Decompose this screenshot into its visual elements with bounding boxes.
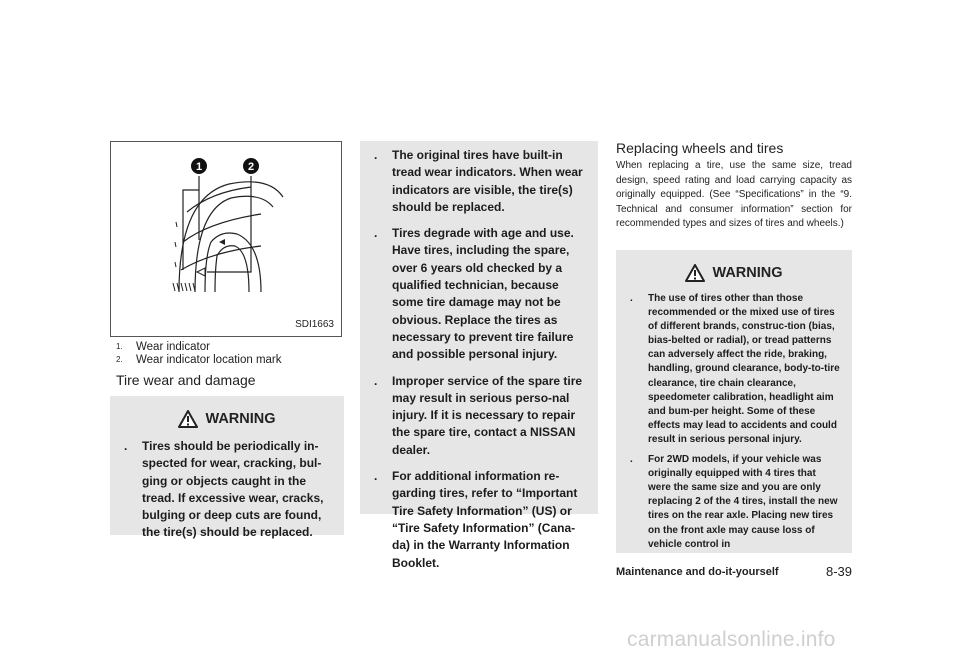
callout-2 — [243, 158, 259, 174]
warning-triangle-icon — [178, 410, 198, 428]
warning-item — [374, 147, 588, 216]
replacing-paragraph: When replacing a tire, use the same size, tread design, speed rating and load carrying capacity as originally equipped. (See “Specifications” in the “9. Technical and consumer information” section for recommended types and sizes of tires and wheels.) — [616, 160, 852, 229]
svg-text:2: 2 — [247, 161, 255, 173]
warning-title — [110, 396, 344, 438]
warning-list — [360, 141, 598, 572]
warning-list — [616, 292, 852, 552]
warning-item — [124, 438, 334, 542]
bullet-dot: . — [630, 293, 633, 304]
warning-item-text: For additional information re-garding tires, refer to “Important Tire Safety Information” (US) or “Tire Safety Information” (Cana-da) in the Warranty Information Booklet. — [392, 469, 578, 570]
callout-1 — [191, 158, 207, 174]
warning-title — [616, 250, 852, 292]
warning-box-tire-wear — [110, 396, 344, 540]
tire-wear-figure — [110, 141, 342, 337]
warning-item — [630, 453, 840, 552]
bullet-dot: . — [374, 469, 378, 484]
warning-item-text: Tires should be periodically in-spected for wear, cracking, bul-ging or objects caught in the tread. If excessive wear, cracks, bulging or deep cuts are found, the tire(s) should be replaced. — [142, 439, 324, 540]
bullet-dot: . — [630, 454, 633, 466]
warning-item-text: Tires degrade with age and use. Have tires, including the spare, over 6 years old checked by a qualified technician, because some tire damage may not be obvious. Replace the tires as necessary to prevent tire failure and possible personal injury. — [392, 226, 574, 362]
section-heading-replacing: Replacing wheels and tires — [616, 140, 784, 156]
bullet-dot: . — [374, 226, 378, 241]
svg-text:1: 1 — [195, 161, 203, 173]
legend-text: Wear indicator location mark — [136, 354, 282, 366]
warning-item — [374, 468, 588, 572]
warning-box-replacing — [616, 250, 852, 553]
warning-list — [110, 438, 344, 542]
warning-item — [374, 225, 588, 363]
watermark: carmanualsonline.info — [627, 628, 836, 651]
bullet-dot: . — [374, 373, 378, 388]
section-heading-tire-wear: Tire wear and damage — [116, 372, 256, 388]
bullet-dot: . — [374, 148, 378, 162]
warning-box-tire-age — [360, 141, 598, 570]
tire-diagram — [111, 142, 343, 338]
warning-item — [630, 292, 840, 447]
footer-section-title: Maintenance and do-it-yourself — [616, 566, 779, 578]
legend-text: Wear indicator — [136, 341, 210, 353]
warning-label: WARNING — [712, 265, 783, 281]
warning-label: WARNING — [205, 411, 276, 427]
warning-item-text: The use of tires other than those recommended or the mixed use of tires of different brands, construc-tion (bias, bias-belted or radial), or tread patterns can adversely affect the ride, braking, handling, ground clearance, body-to-tire clearance, tire chain clearance, speedometer calibration, headlight aim and bum-per height. Some of these effects may lead to accidents and could result in serious personal injury. — [648, 293, 840, 445]
bullet-dot: . — [124, 439, 128, 453]
legend-number: 1. — [116, 342, 123, 351]
legend-item-1 — [116, 341, 210, 353]
warning-item — [374, 373, 588, 459]
legend-number: 2. — [116, 355, 123, 364]
warning-item-text: For 2WD models, if your vehicle was originally equipped with 4 tires that were the same size and you are only replacing 2 of the 4 tires, install the new tires on the rear axle. Placing new tires on the front axle may cause loss of vehicle control in — [648, 454, 838, 550]
legend-item-2 — [116, 354, 282, 366]
page-number: 8-39 — [826, 564, 853, 579]
warning-item-text: Improper service of the spare tire may result in serious perso-nal injury. If it is necessary to repair the spare tire, contact a NISSAN dealer. — [392, 373, 583, 457]
figure-code: SDI1663 — [295, 319, 334, 330]
warning-triangle-icon — [685, 264, 705, 282]
warning-item-text: The original tires have built-in tread wear indicators. When wear indicators are visible, the tire(s) should be replaced. — [392, 148, 583, 214]
